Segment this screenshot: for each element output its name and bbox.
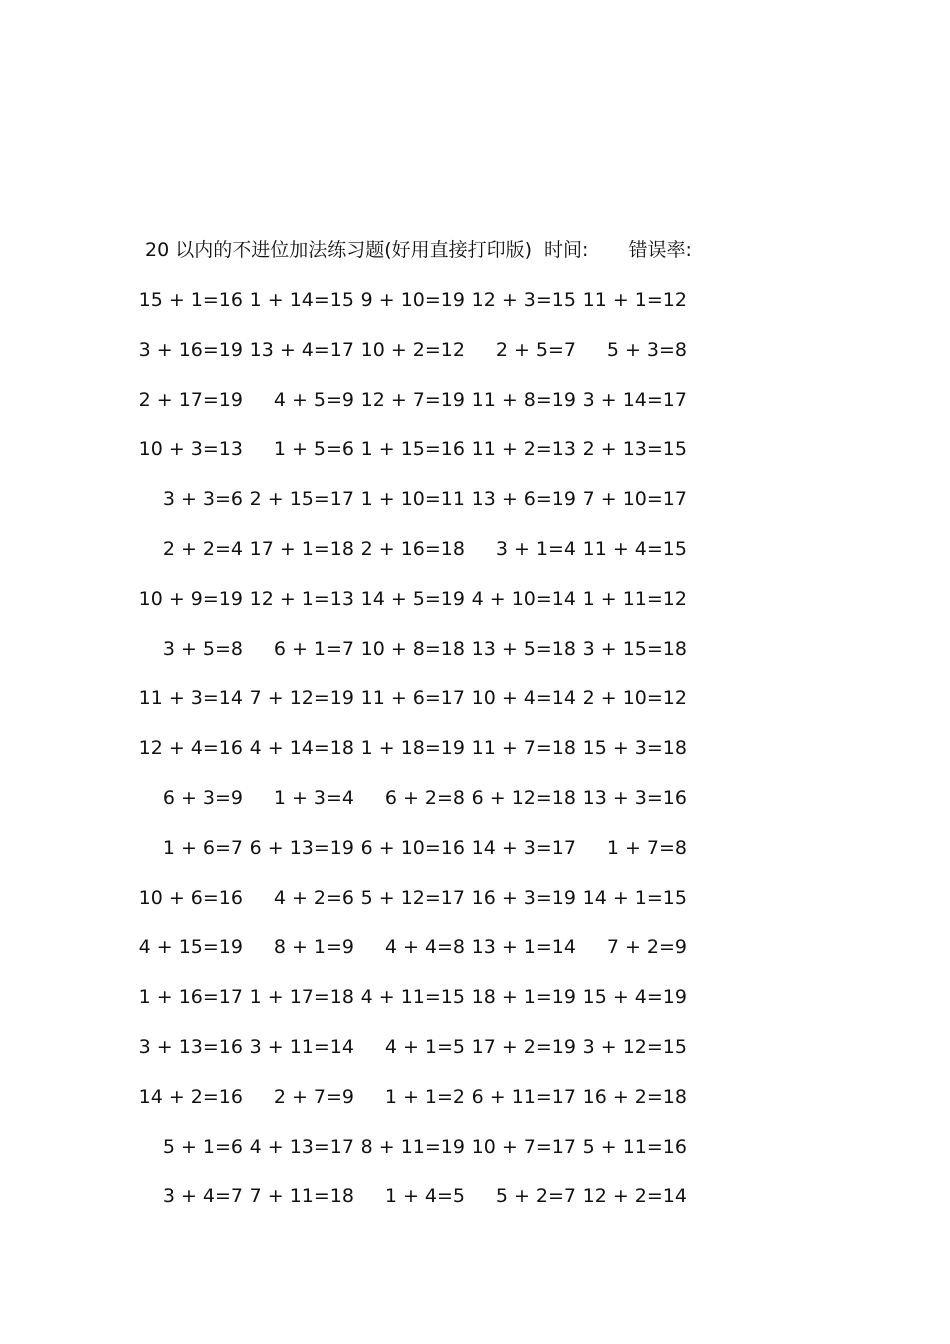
problem-item: 10 + 7=17 [471,1135,576,1158]
problem-item: 14 + 3=17 [471,836,576,859]
problem-item: 3 + 16=19 [138,338,243,361]
problem-item: 3 + 14=17 [582,388,687,411]
worksheet-header [145,236,692,264]
problem-item: 8 + 1=9 [273,936,354,959]
problem-item: 10 + 3=13 [138,438,243,461]
problem-item: 1 + 4=5 [384,1185,465,1208]
problem-item: 6 + 2=8 [384,786,465,809]
problem-item: 11 + 8=19 [471,388,576,411]
problem-item: 3 + 1=4 [495,537,576,560]
problem-item: 13 + 4=17 [249,338,354,361]
problem-item: 1 + 14=15 [249,289,354,311]
problem-item: 10 + 4=14 [471,687,576,710]
problem-item: 14 + 1=15 [582,886,687,909]
error-rate-label: 错误率: [628,239,692,261]
problem-item: 1 + 17=18 [249,986,354,1009]
problem-item: 10 + 2=12 [360,338,465,361]
problem-item: 5 + 1=6 [162,1135,243,1158]
problem-item: 4 + 1=5 [384,1035,465,1058]
problem-item: 15 + 1=16 [138,289,243,311]
problem-item: 4 + 2=6 [273,886,354,909]
problem-item: 13 + 6=19 [471,488,576,511]
problem-item: 4 + 5=9 [273,388,354,411]
problem-item: 7 + 2=9 [606,936,687,959]
problem-item: 13 + 1=14 [471,936,576,959]
problem-item: 11 + 7=18 [471,737,576,760]
problem-item: 5 + 2=7 [495,1185,576,1208]
problem-item: 11 + 2=13 [471,438,576,461]
problem-item: 8 + 11=19 [360,1135,465,1158]
problem-item: 1 + 7=8 [606,836,687,859]
problem-item: 1 + 3=4 [273,786,354,809]
problem-item: 4 + 14=18 [249,737,354,760]
problem-item: 2 + 13=15 [582,438,687,461]
problem-item: 18 + 1=19 [471,986,576,1009]
problem-item: 15 + 3=18 [582,737,687,760]
problem-item: 11 + 4=15 [582,537,687,560]
problem-item: 2 + 17=19 [138,388,243,411]
problem-item: 15 + 4=19 [582,986,687,1009]
problem-item: 17 + 2=19 [471,1035,576,1058]
problem-item: 12 + 2=14 [582,1185,687,1208]
problem-item: 1 + 15=16 [360,438,465,461]
problem-item: 5 + 12=17 [360,886,465,909]
problem-item: 5 + 11=16 [582,1135,687,1158]
problem-item: 10 + 8=18 [360,637,465,660]
problem-item: 7 + 12=19 [249,687,354,710]
problem-item: 3 + 13=16 [138,1035,243,1058]
problem-item: 4 + 11=15 [360,986,465,1009]
problem-item: 6 + 11=17 [471,1085,576,1108]
problem-item: 1 + 11=12 [582,587,687,610]
problem-item: 6 + 10=16 [360,836,465,859]
problem-item: 1 + 10=11 [360,488,465,511]
problem-item: 7 + 10=17 [582,488,687,511]
problem-item: 3 + 15=18 [582,637,687,660]
problem-item: 1 + 5=6 [273,438,354,461]
problem-item: 3 + 4=7 [162,1185,243,1208]
problem-item: 2 + 2=4 [162,537,243,560]
problem-item: 4 + 10=14 [471,587,576,610]
problem-item: 2 + 16=18 [360,537,465,560]
problem-item: 12 + 1=13 [249,587,354,610]
problem-item: 14 + 5=19 [360,587,465,610]
problem-item: 9 + 10=19 [360,289,465,311]
problem-item: 10 + 9=19 [138,587,243,610]
problem-item: 13 + 5=18 [471,637,576,660]
problem-item: 1 + 16=17 [138,986,243,1009]
problem-item: 7 + 11=18 [249,1185,354,1208]
problem-item: 5 + 3=8 [606,338,687,361]
problem-item: 2 + 5=7 [495,338,576,361]
problem-item: 1 + 1=2 [384,1085,465,1108]
problem-item: 2 + 7=9 [273,1085,354,1108]
problem-item: 4 + 13=17 [249,1135,354,1158]
problem-item: 3 + 5=8 [162,637,243,660]
problem-item: 6 + 1=7 [273,637,354,660]
problem-item: 3 + 3=6 [162,488,243,511]
problem-item: 16 + 3=19 [471,886,576,909]
problem-item: 2 + 15=17 [249,488,354,511]
problem-item: 1 + 18=19 [360,737,465,760]
problem-item: 14 + 2=16 [138,1085,243,1108]
problem-item: 3 + 11=14 [249,1035,354,1058]
time-label: 时间: [544,239,589,261]
problem-item: 17 + 1=18 [249,537,354,560]
problem-item: 4 + 15=19 [138,936,243,959]
problem-item: 11 + 1=12 [582,289,687,311]
problem-item: 12 + 7=19 [360,388,465,411]
problem-item: 6 + 3=9 [162,786,243,809]
problem-item: 12 + 4=16 [138,737,243,760]
problem-item: 16 + 2=18 [582,1085,687,1108]
problem-item: 13 + 3=16 [582,786,687,809]
problem-item: 4 + 4=8 [384,936,465,959]
problem-item: 11 + 3=14 [138,687,243,710]
problem-item: 6 + 13=19 [249,836,354,859]
problem-item: 6 + 12=18 [471,786,576,809]
worksheet-title: 20 以内的不进位加法练习题(好用直接打印版) [145,239,533,261]
problem-item: 12 + 3=15 [471,289,576,311]
problem-item: 3 + 12=15 [582,1035,687,1058]
problem-item: 11 + 6=17 [360,687,465,710]
problem-item: 2 + 10=12 [582,687,687,710]
problem-item: 10 + 6=16 [138,886,243,909]
problem-item: 1 + 6=7 [162,836,243,859]
